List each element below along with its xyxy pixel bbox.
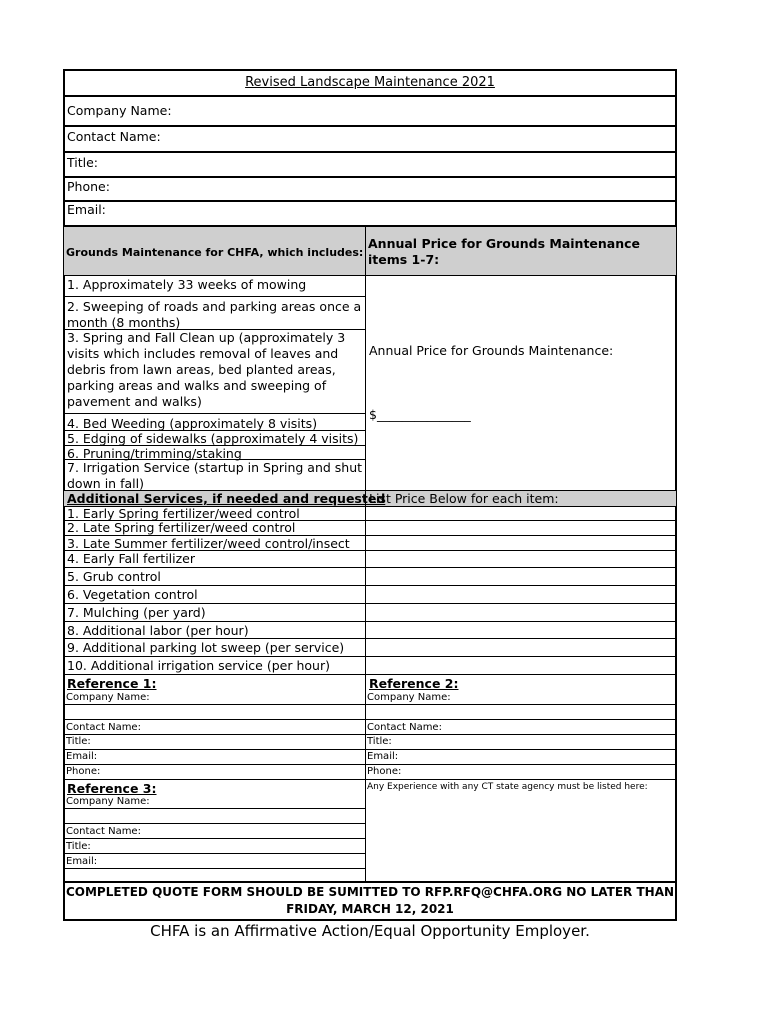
rule [63,296,365,297]
form-title: Revised Landscape Maintenance 2021 [245,75,495,90]
grounds-item: 1. Approximately 33 weeks of mowing [67,277,307,292]
reference-3-title-field[interactable]: Title: [66,841,91,852]
experience-label[interactable]: Any Experience with any CT state agency must be listed here: [367,782,648,792]
grounds-header-right: Annual Price for Grounds Maintenance items 1-7: [368,236,641,267]
rule [63,704,677,705]
rule [63,567,677,568]
annual-price-input[interactable]: $_______________ [369,407,471,422]
additional-item: 5. Grub control [67,569,161,584]
additional-item: 3. Late Summer fertilizer/weed control/insect [67,536,350,551]
additional-item: 9. Additional parking lot sweep (per service) [67,640,345,655]
additional-item: 7. Mulching (per yard) [67,605,206,620]
reference-1-email[interactable]: Email: [66,751,98,762]
additional-header-left: Additional Services, if needed and requested [67,491,386,506]
phone-field[interactable]: Phone: [67,179,110,194]
additional-item: 8. Additional labor (per hour) [67,623,249,638]
grounds-item: 4. Bed Weeding (approximately 8 visits) [67,416,318,431]
rule [63,656,677,657]
grounds-item: 5. Edging of sidewalks (approximately 4 visits) [67,431,359,446]
email-field[interactable]: Email: [67,202,106,217]
grounds-header-left: Grounds Maintenance for CHFA, which includes: [66,246,364,259]
rule [63,764,677,765]
rule [63,621,677,622]
rule [63,823,365,824]
rule [63,200,677,202]
rule [63,838,365,839]
rule [63,868,365,869]
bottom-note: CHFA is an Affirmative Action/Equal Opportunity Employer. [150,922,590,940]
rule [63,779,677,780]
rule [63,749,677,750]
reference-2-phone[interactable]: Phone: [367,766,402,777]
rule [63,734,677,735]
rule [63,275,677,276]
rule [63,585,677,586]
reference-1-company[interactable]: Company Name: [66,692,150,703]
grounds-item: 2. Sweeping of roads and parking areas once a month (8 months) [67,299,362,330]
additional-item: 1. Early Spring fertilizer/weed control [67,506,300,521]
grounds-item: 7. Irrigation Service (startup in Spring and shut down in fall) [67,460,363,491]
grounds-item: 6. Pruning/trimming/staking [67,446,242,461]
rule [63,881,677,883]
rule [63,808,365,809]
grounds-item: 3. Spring and Fall Clean up (approximately 3 visits which includes removal of leaves and debris from lawn areas, bed planted areas, parking areas and walks and sweeping of pavement and walks) [67,330,346,409]
footer-line-1: COMPLETED QUOTE FORM SHOULD BE SUMITTED TO RFP.RFQ@CHFA.ORG NO LATER THAN [65,885,675,899]
footer-line-2: FRIDAY, MARCH 12, 2021 [286,902,454,916]
reference-2-email[interactable]: Email: [367,751,399,762]
rule [63,719,677,720]
reference-3-title: Reference 3: [67,781,157,796]
rule [63,674,677,675]
reference-3-contact[interactable]: Contact Name: [66,826,141,837]
rule [63,176,677,178]
reference-2-company[interactable]: Company Name: [367,692,451,703]
rule [63,151,677,153]
reference-2-title: Reference 2: [369,676,459,691]
additional-item: 4. Early Fall fertilizer [67,551,196,566]
reference-3-company[interactable]: Company Name: [66,796,150,807]
rule [63,225,677,227]
reference-2-title-field[interactable]: Title: [367,736,392,747]
rule [63,603,677,604]
rule [63,125,677,127]
additional-header-right: List Price Below for each item: [369,491,559,506]
contact-name-field[interactable]: Contact Name: [67,129,161,144]
rule [63,413,365,414]
reference-1-title: Reference 1: [67,676,157,691]
column-divider [365,226,366,882]
annual-price-label: Annual Price for Grounds Maintenance: [369,343,614,358]
reference-1-title-field[interactable]: Title: [66,736,91,747]
title-field[interactable]: Title: [67,155,98,170]
additional-item: 6. Vegetation control [67,587,198,602]
reference-2-contact[interactable]: Contact Name: [367,722,442,733]
additional-item: 2. Late Spring fertilizer/weed control [67,520,296,535]
reference-1-phone[interactable]: Phone: [66,766,101,777]
rule [63,853,365,854]
reference-1-contact[interactable]: Contact Name: [66,722,141,733]
rule [63,95,677,97]
additional-item: 10. Additional irrigation service (per hour) [67,658,330,673]
reference-3-email[interactable]: Email: [66,856,98,867]
company-name-field[interactable]: Company Name: [67,103,172,118]
